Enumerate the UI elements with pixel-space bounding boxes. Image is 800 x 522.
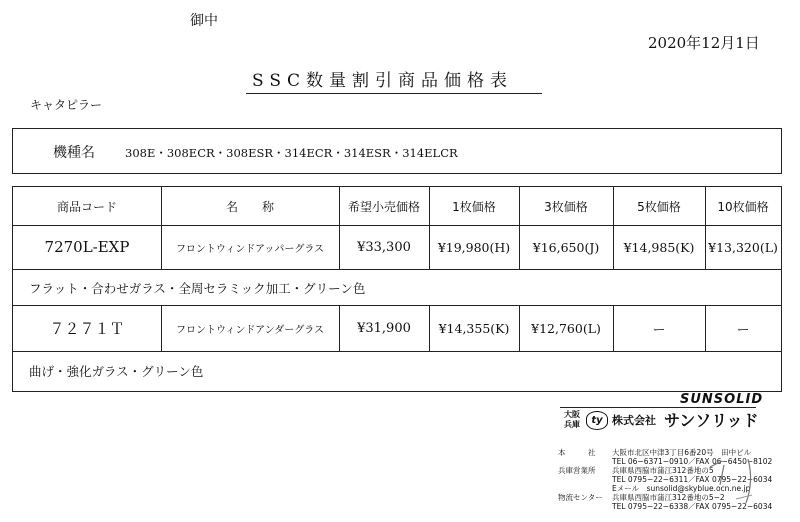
row1-price-5: ¥14,985(K) [623,239,695,255]
row1-product-name: フロントウィンドアッパーグラス [175,243,325,255]
row1-retail-price: ¥33,300 [357,239,411,255]
price-table [12,186,782,392]
maker-name: キャタピラー [30,98,103,112]
row1-price-1: ¥19,980(H) [437,239,511,255]
document-date: 2020年12月1日 [648,34,760,52]
office-line: TEL 0795−22−6311／FAX 0795−22−6034 [612,475,773,484]
row2-product-name: フロントウィンドアンダーグラス [176,324,324,336]
city-hyogo: 兵庫 [564,420,580,429]
office-line: TEL 06−6371−0910／FAX 06−6450−8102 [612,457,773,466]
row1-price-10: ¥13,320(L) [708,239,778,255]
company-name: サンソリッド [664,411,759,430]
model-label: 機種名 [53,145,95,161]
row1-note: フラット・合わせガラス・全周セラミック加工・グリーン色 [29,281,366,296]
model-list: 308E・308ECR・308ESR・314ECR・314ESR・314ELCR [125,146,458,160]
company-logo-icon: ty [586,411,608,430]
row2-price-1: ¥14,355(K) [438,320,510,336]
office-line: 兵庫県西脇市蒲江312番地の5 [612,466,714,475]
document-title: SSC数量割引商品価格表 [252,71,514,91]
row1-product-code: 7270L-EXP [44,238,130,256]
row2-price-3: ¥12,760(L) [531,320,601,336]
brand-english: SUNSOLID [680,392,764,407]
table-rule [13,351,781,352]
office-line: Eメール sunsolid@skyblue.ocn.ne.jp [612,484,751,493]
row2-price-5: ー [652,322,666,338]
header-name: 名 称 [225,199,274,214]
table-rule [13,269,781,270]
addressee-suffix: 御中 [190,13,218,29]
header-price-1: 1枚価格 [452,199,496,214]
brand-cities [560,410,584,430]
header-price-10: 10枚価格 [717,199,769,214]
office-line: TEL 0795−22−6338／FAX 0795−22−6034 [612,502,773,511]
office-label-head: 本 社 [558,448,596,457]
row2-product-code: ７２７１Ｔ [49,319,125,338]
row2-note: 曲げ・強化ガラス・グリーン色 [29,364,204,379]
handwritten-mark [700,455,780,505]
city-osaka: 大阪 [564,410,580,419]
company-type: 株式会社 [612,414,656,427]
title-underline [246,93,542,94]
header-product-code: 商品コード [56,199,117,214]
header-price-5: 5枚価格 [637,199,681,214]
office-line: 兵庫県西脇市蒲江312番地の5−2 [612,493,725,502]
header-price-3: 3枚価格 [544,199,588,214]
row1-price-3: ¥16,650(J) [532,239,600,255]
office-line: 大阪市北区中津3丁目6番20号 田中ビル [612,448,752,457]
office-label-branch: 兵庫営業所 [558,466,596,475]
office-label-logistics: 物流センター [558,493,603,502]
row2-retail-price: ¥31,900 [357,320,411,336]
header-retail-price: 希望小売価格 [347,199,420,214]
model-box [12,128,782,174]
row2-price-10: ー [736,322,750,338]
